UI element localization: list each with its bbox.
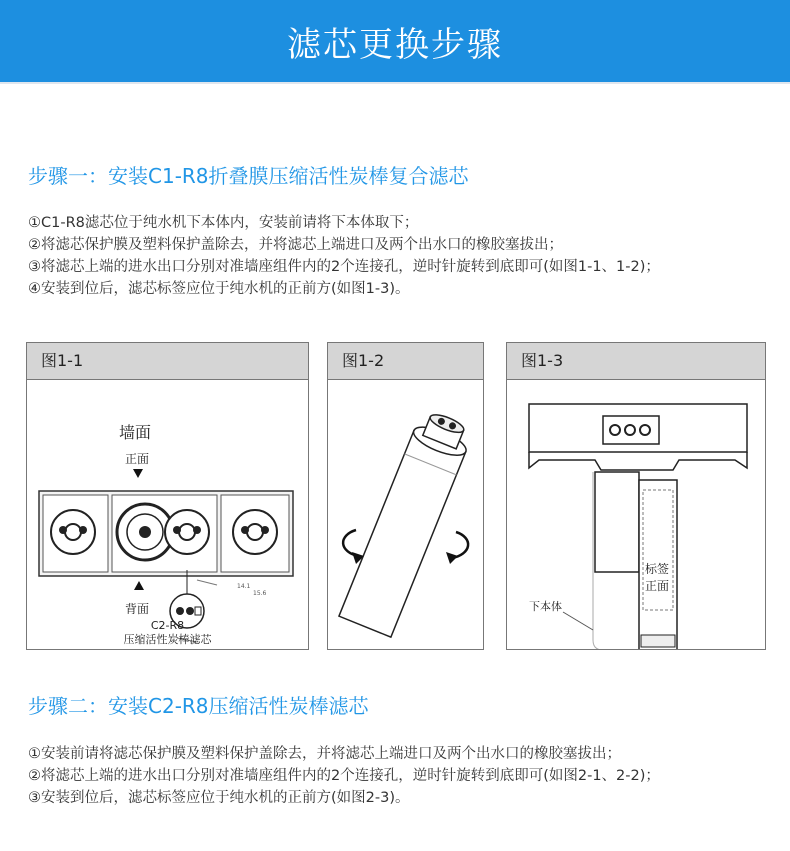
figure-1-2-diagram [328,380,483,649]
port-middle-icon [165,510,209,554]
figure-1-1 [26,342,309,650]
lower-body-label: 下本体 [529,600,562,613]
step1-line-2: ②将滤芯保护膜及塑料保护盖除去，并将滤芯上端进口及两个出水口的橡胶塞拔出； [28,237,563,253]
step2-instructions [28,743,660,809]
step1-title: 步骤一：安装C1-R8折叠膜压缩活性炭棒复合滤芯 [28,164,469,188]
back-label: 背面 [125,602,150,616]
front-label: 正面 [125,452,150,466]
label-front-text-2: 正面 [645,579,670,593]
svg-text:14.1: 14.1 [237,583,251,590]
port-right-icon [233,510,277,554]
figure-1-3-label: 图1-3 [507,343,765,380]
step2-title: 步骤二：安装C2-R8压缩活性炭棒滤芯 [28,694,369,718]
figure-1-1-caption [27,619,308,647]
step1-instructions [28,212,660,300]
rotate-arrow-left-icon [343,530,358,556]
figure-1-2-label: 图1-2 [328,343,483,380]
front-arrow-icon [133,469,143,478]
figure-1-1-label: 图1-1 [27,343,308,380]
header-divider [0,82,790,84]
lower-body-unit [595,472,639,572]
step2-line-1: ①安装前请将滤芯保护膜及塑料保护盖除去，并将滤芯上端进口及两个出水口的橡胶塞拔出； [28,746,621,762]
figure-1-1-diagram [27,380,308,649]
step2-line-3: ③安装到位后，滤芯标签应位于纯水机的正前方(如图2-3)。 [28,790,410,806]
step1-line-4: ④安装到位后，滤芯标签应位于纯水机的正前方(如图1-3)。 [28,281,410,297]
filter-name: 压缩活性炭棒滤芯 [123,633,212,646]
back-arrow-icon [134,581,144,590]
filter-code: C2-R8 [150,619,185,632]
step1-line-1: ①C1-R8滤芯位于纯水机下本体内，安装前请将下本体取下； [28,215,419,231]
label-front-text-1: 标签 [645,562,670,576]
page-title: 滤芯更换步骤 [287,24,503,65]
figure-1-3 [506,342,766,650]
port-left-icon [51,510,95,554]
step2-line-2: ②将滤芯上端的进水出口分别对准墙座组件内的2个连接孔，逆时针旋转到底即可(如图2-1、2-2)； [28,768,660,784]
figure-1-3-diagram [507,380,765,649]
figure-1-2 [327,342,484,650]
rotate-arrow-right-icon [452,532,468,558]
svg-text:15.6: 15.6 [253,590,267,597]
filter-cartridge-icon [339,408,475,638]
page-header [0,0,790,82]
step1-line-3: ③将滤芯上端的进水出口分别对准墙座组件内的2个连接孔，逆时针旋转到底即可(如图1-1、1-2)； [28,259,660,275]
wall-label: 墙面 [119,423,152,442]
